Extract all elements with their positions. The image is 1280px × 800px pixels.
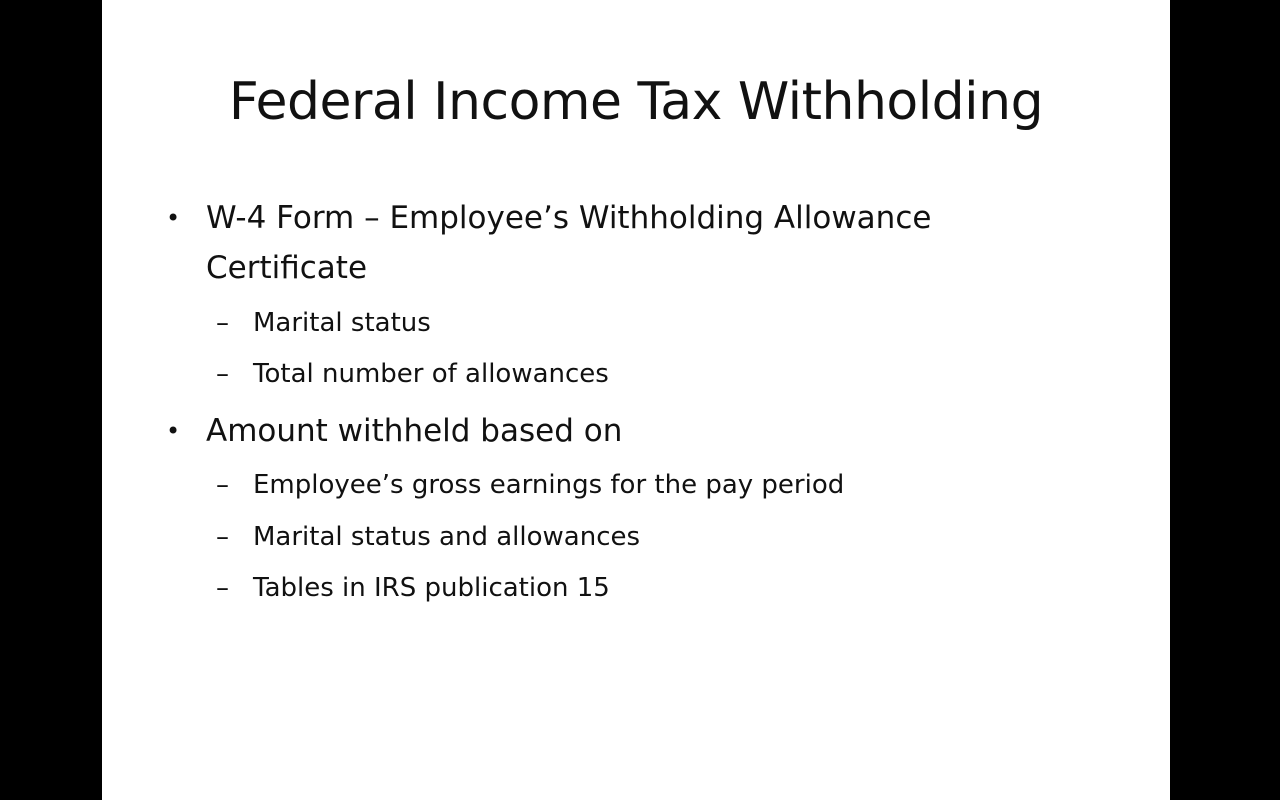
sub-item-text: Marital status and allowances <box>253 522 641 552</box>
sub-item-text: Total number of allowances <box>253 359 609 389</box>
sub-item-text: Tables in IRS publication 15 <box>253 573 610 603</box>
sub-marker: – <box>216 522 229 552</box>
bullet-text: W-4 Form – Employee’s Withholding Allowance <box>206 200 932 236</box>
sub-item <box>102 465 1170 505</box>
bullet-text: Amount withheld based on <box>206 413 623 449</box>
sub-item-text: Marital status <box>253 308 431 338</box>
sub-marker: – <box>216 573 229 603</box>
bullet-line <box>102 193 1170 244</box>
bullet-marker: • <box>166 417 181 445</box>
sub-item <box>102 517 1170 557</box>
sub-item <box>102 568 1170 608</box>
sub-item <box>102 354 1170 394</box>
bullet-line-continuation <box>102 243 1170 294</box>
sub-marker: – <box>216 308 229 338</box>
bullet-text-continuation: Certificate <box>206 250 368 286</box>
sub-marker: – <box>216 470 229 500</box>
bullet-marker: • <box>166 204 181 232</box>
bullet-list <box>102 0 1170 800</box>
sub-item <box>102 303 1170 343</box>
slide <box>102 0 1170 800</box>
sub-marker: – <box>216 359 229 389</box>
bullet-line <box>102 406 1170 457</box>
slide-title: Federal Income Tax Withholding <box>228 72 1044 132</box>
sub-item-text: Employee’s gross earnings for the pay period <box>253 470 845 500</box>
